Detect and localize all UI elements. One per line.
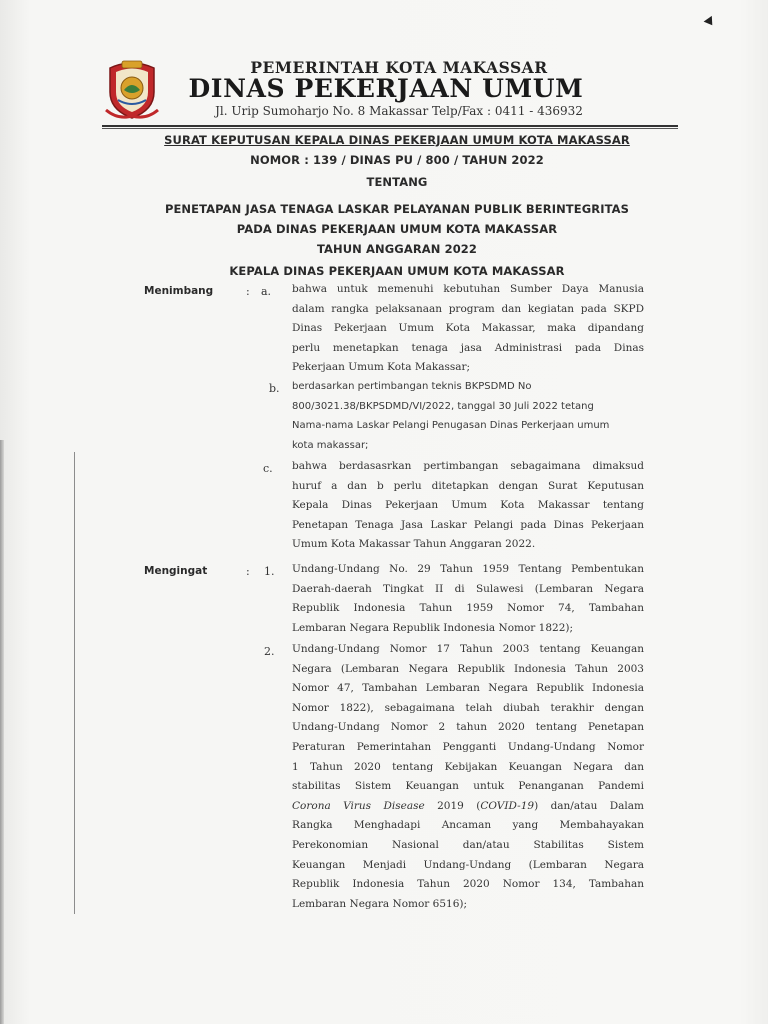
mengingat-marker-1: 1.	[264, 565, 275, 578]
text-line: perlu menetapkan tenaga jasa Administrasi pada Dinas	[292, 341, 644, 354]
corner-mark	[704, 16, 717, 28]
text-line: Umum Kota Makassar Tahun Anggaran 2022.	[292, 538, 536, 551]
text-line: Lembaran Negara Nomor 6516);	[292, 897, 468, 910]
tentang-label: TENTANG	[366, 175, 428, 189]
text-line: bahwa berdasasrkan pertimbangan sebagaimana dimaksud	[292, 460, 644, 472]
text-line: Daerah-daerah Tingkat II di Sulawesi (Lembaran Negara	[292, 582, 644, 595]
text-line: Republik Indonesia Tahun 2020 Nomor 134, Tambahan	[292, 878, 644, 891]
menimbang-colon: :	[246, 285, 250, 298]
menimbang-marker-b: b.	[269, 382, 280, 395]
text-line: Nama-nama Laskar Pelangi Penugasan Dinas Perkerjaan umum	[292, 420, 610, 432]
agency-name: DINAS PEKERJAAN UMUM	[188, 74, 584, 103]
agency-address: Jl. Urip Sumoharjo No. 8 Makassar Telp/Fax : 0411 - 436932	[215, 104, 583, 118]
text-line: 800/3021.38/BKPSDMD/VI/2022, tanggal 30 Juli 2022 tetang	[292, 400, 594, 412]
text-line: Undang-Undang Nomor 2 tahun 2020 tentang Penetapan	[292, 721, 644, 734]
letterhead-rule-thin	[102, 128, 678, 129]
page-edge-shadow	[0, 440, 4, 1024]
menimbang-item-b	[292, 377, 644, 455]
text-line: Rangka Menghadapi Ancaman yang Membahayakan	[292, 819, 644, 832]
decree-subject-line-1: PENETAPAN JASA TENAGA LASKAR PELAYANAN PUBLIK BERINTEGRITAS	[164, 202, 630, 216]
menimbang-marker-a: a.	[261, 285, 272, 298]
text-line: Perekonomian Nasional dan/atau Stabilitas Sistem	[292, 838, 644, 851]
text-line: berdasarkan pertimbangan teknis BKPSDMD No	[292, 381, 532, 392]
decree-subject-line-2: PADA DINAS PEKERJAAN UMUM KOTA MAKASSAR	[236, 222, 558, 236]
text-line: Undang-Undang No. 29 Tahun 1959 Tentang Pembentukan	[292, 563, 644, 575]
decree-number: NOMOR : 139 / DINAS PU / 800 / TAHUN 2022	[250, 153, 544, 167]
text-line: Penetapan Tenaga Jasa Laskar Pelangi pada Dinas Pekerjaan	[292, 518, 644, 531]
mengingat-colon: :	[246, 565, 250, 578]
decree-title: SURAT KEPUTUSAN KEPALA DINAS PEKERJAAN UMUM KOTA MAKASSAR	[164, 133, 630, 147]
decree-subject-line-3: TAHUN ANGGARAN 2022	[316, 242, 478, 256]
menimbang-item-a	[292, 280, 644, 378]
text-line: Peraturan Pemerintahan Pengganti Undang-Undang Nomor	[292, 740, 644, 753]
text-line: 1 Tahun 2020 tentang Kebijakan Keuangan Negara dan	[292, 760, 644, 773]
menimbang-label: Menimbang	[144, 285, 214, 297]
menimbang-item-c	[292, 457, 644, 555]
scan-fold-line	[74, 452, 75, 914]
text-line: Dinas Pekerjaan Umum Kota Makassar, maka dipandang	[292, 322, 644, 335]
text-line: Keuangan Menjadi Undang-Undang (Lembaran Negara	[292, 858, 644, 871]
menimbang-marker-c: c.	[263, 462, 273, 475]
text-line: kota makassar;	[292, 439, 369, 451]
letterhead-rule	[102, 125, 678, 127]
government-name: PEMERINTAH KOTA MAKASSAR	[250, 58, 548, 77]
text-line: stabilitas Sistem Keuangan untuk Penanganan Pandemi	[292, 780, 644, 793]
mengingat-item-1	[292, 560, 644, 638]
text-line: bahwa untuk memenuhi kebutuhan Sumber Daya Manusia	[292, 283, 644, 295]
text-line: huruf a dan b perlu ditetapkan dengan Surat Keputusan	[292, 479, 644, 492]
mengingat-marker-2: 2.	[264, 645, 275, 658]
mengingat-label: Mengingat	[144, 565, 208, 577]
mengingat-item-2	[292, 640, 644, 914]
text-line: Pekerjaan Umum Kota Makassar;	[292, 361, 471, 374]
text-line: Nomor 47, Tambahan Lembaran Negara Republik Indonesia	[292, 682, 644, 695]
text-line-italic-covid: Corona Virus Disease 2019 (COVID-19) dan/atau Dalam	[292, 799, 645, 812]
text-line: Republik Indonesia Tahun 1959 Nomor 74, Tambahan	[292, 602, 644, 615]
text-line: Nomor 1822), sebagaimana telah diubah terakhir dengan	[292, 701, 644, 714]
text-line: Kepala Dinas Pekerjaan Umum Kota Makassar tentang	[292, 499, 644, 512]
text-line: Undang-Undang Nomor 17 Tahun 2003 tentang Keuangan	[292, 643, 644, 655]
text-line: Negara (Lembaran Negara Republik Indonesia Tahun 2003	[292, 662, 644, 675]
text-line: dalam rangka pelaksanaan program dan kegiatan pada SKPD	[292, 302, 644, 315]
official-title: KEPALA DINAS PEKERJAAN UMUM KOTA MAKASSAR	[229, 264, 565, 278]
text-line: Lembaran Negara Republik Indonesia Nomor 1822);	[292, 621, 574, 634]
